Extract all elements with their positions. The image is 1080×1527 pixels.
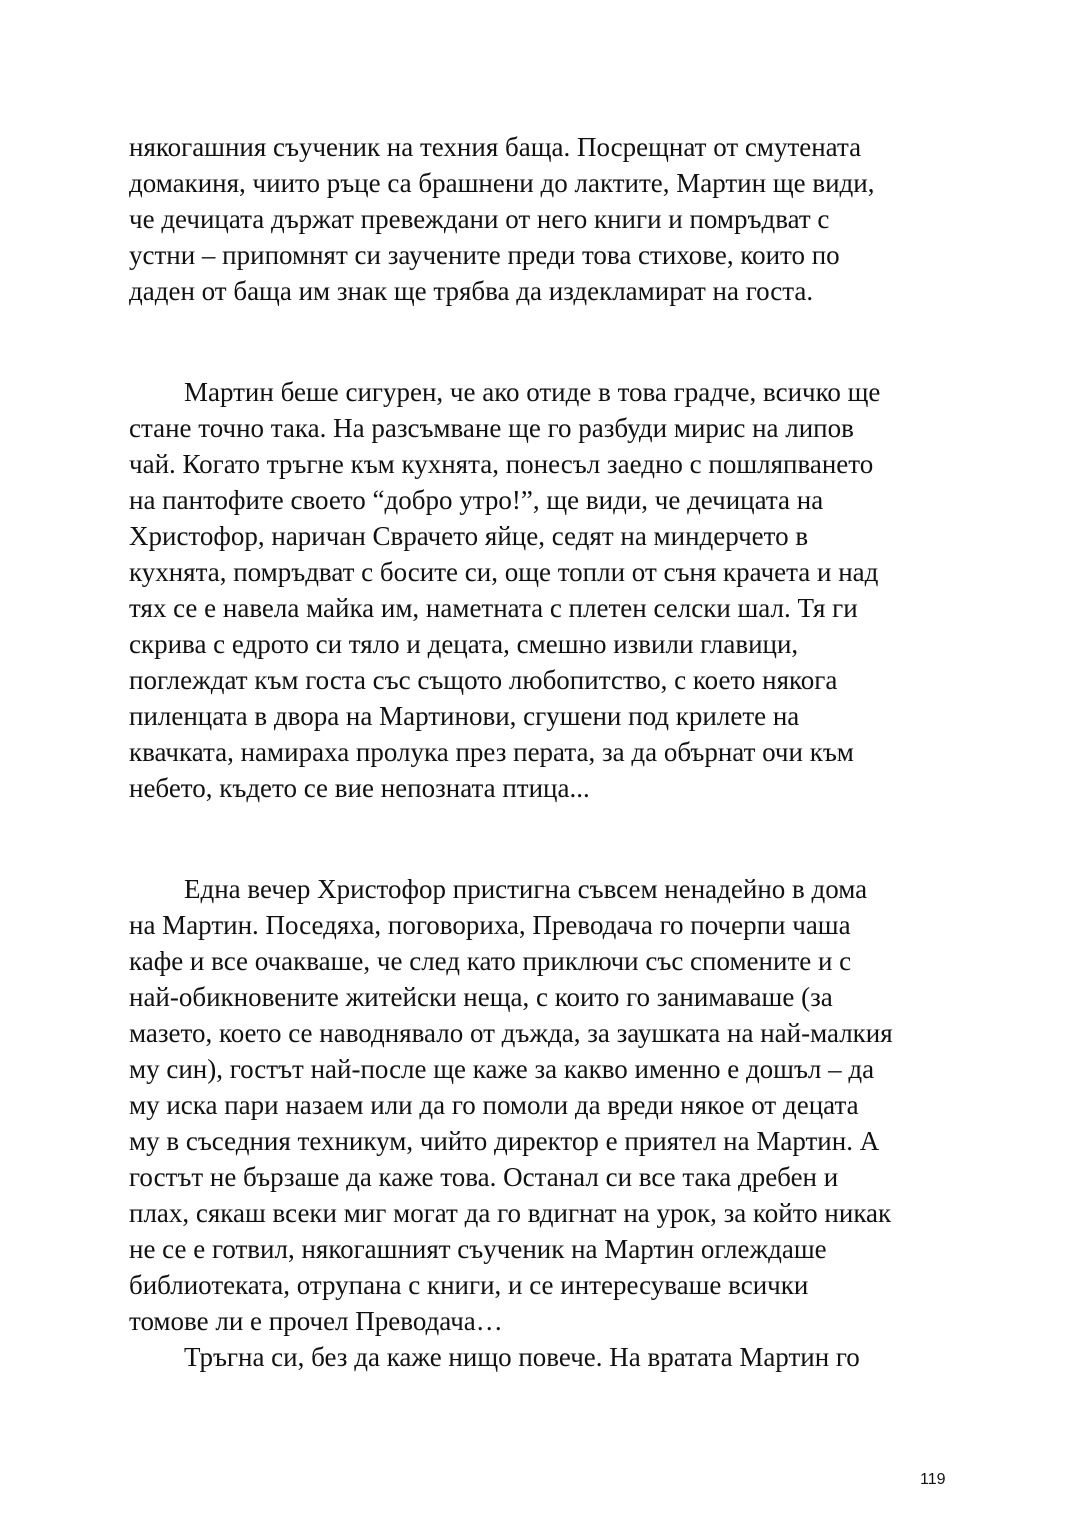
text-line: някогашния съученик на техния баща. Посрещнат от смутената bbox=[129, 132, 862, 162]
text-line: пиленцата в двора на Мартинови, сгушени под крилете на bbox=[129, 701, 800, 731]
text-line: Една вечер Христофор пристигна съвсем ненадейно в дома bbox=[184, 874, 868, 904]
text-line: скрива с едрото си тяло и децата, смешно извили главици, bbox=[129, 629, 799, 659]
text-line: домакиня, чиито ръце са брашнени до лактите, Мартин ще види, bbox=[129, 168, 875, 198]
text-line: гостът не бързаше да каже това. Останал си все така дребен и bbox=[129, 1162, 839, 1192]
text-line: тях се е навела майка им, наметната с плетен селски шал. Тя ги bbox=[129, 593, 858, 623]
text-line: даден от баща им знак ще трябва да издекламират на госта. bbox=[129, 276, 814, 306]
text-line: му в съседния техникум, чийто директор е приятел на Мартин. А bbox=[129, 1126, 880, 1156]
paragraph-3 bbox=[129, 871, 959, 1375]
text-line: чай. Когато тръгне към кухнята, понесъл заедно с пошляпването bbox=[129, 449, 874, 479]
text-line: му иска пари назаем или да го помоли да вреди някое от децата bbox=[129, 1090, 859, 1120]
text-line: кухнята, помръдват с босите си, още топли от съня крачета и над bbox=[129, 557, 879, 587]
text-line: че дечицата държат превеждани от него книги и помръдват с bbox=[129, 204, 830, 234]
paragraph-1 bbox=[129, 129, 959, 309]
text-line: най-обикновените житейски неща, с които го занимаваше (за bbox=[129, 982, 833, 1012]
text-line: на пантофите своето “добро утро!”, ще види, че дечицата на bbox=[129, 485, 824, 515]
text-line: библиотеката, отрупана с книги, и се интересуваше всички bbox=[129, 1270, 809, 1300]
text-line: Христофор, наричан Сврачето яйце, седят на миндерчето в bbox=[129, 521, 809, 551]
text-line: не се е готвил, някогашният съученик на Мартин оглеждаше bbox=[129, 1234, 827, 1264]
text-line: плах, сякаш всеки миг могат да го вдигнат на урок, за който никак bbox=[129, 1198, 892, 1228]
paragraph-2 bbox=[129, 374, 959, 806]
text-line: Мартин беше сигурен, че ако отиде в това градче, всичко ще bbox=[184, 377, 881, 407]
text-line: поглеждат към госта със същото любопитство, с което някога bbox=[129, 665, 838, 695]
text-line: му син), гостът най-после ще каже за какво именно е дошъл – да bbox=[129, 1054, 875, 1084]
text-line: устни – припомнят си заучените преди това стихове, които по bbox=[129, 240, 840, 270]
text-line: Тръгна си, без да каже нищо повече. На вратата Мартин го bbox=[184, 1342, 860, 1372]
text-line: квачката, намираха пролука през перата, за да обърнат очи към bbox=[129, 737, 854, 767]
text-line: небето, където се вие непозната птица... bbox=[129, 773, 590, 803]
text-line: стане точно така. На разсъмване ще го разбуди мирис на липов bbox=[129, 413, 854, 443]
text-line: томове ли е прочел Преводача… bbox=[129, 1306, 503, 1336]
page-number: 119 bbox=[920, 1471, 946, 1488]
text-line: кафе и все очакваше, че след като приключи със спомените и с bbox=[129, 946, 852, 976]
text-line: мазето, което се наводнявало от дъжда, за заушката на най-малкия bbox=[129, 1018, 893, 1048]
text-line: на Мартин. Поседяха, поговориха, Преводача го почерпи чаша bbox=[129, 910, 851, 940]
